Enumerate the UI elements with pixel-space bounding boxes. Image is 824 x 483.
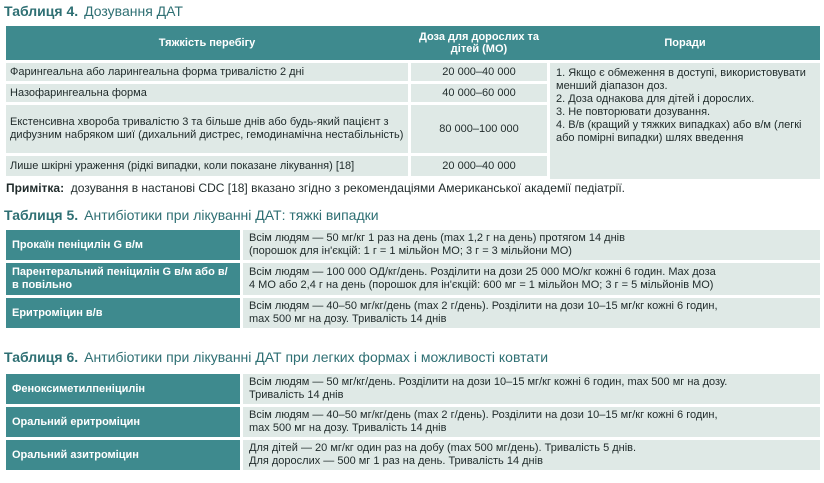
table-row bbox=[6, 105, 547, 153]
severity-cell: Фарингеальна або ларингеальна форма тривалістю 2 дні bbox=[6, 63, 408, 81]
regimen-cell bbox=[243, 407, 820, 437]
regimen-line: Тривалість 14 днів bbox=[249, 389, 344, 401]
regimen-line: Всім людям — 100 000 ОД/кг/день. Розділити на дози 25 000 МО/кг кожні 6 годин. Max доза bbox=[249, 266, 716, 278]
advice-item: 1. Якщо є обмеження в доступі, використовувати менший діапазон доз. bbox=[556, 67, 806, 92]
header-dose: Доза для дорослих та дітей (МО) bbox=[418, 31, 540, 55]
header-severity: Тяжкість перебігу bbox=[158, 37, 256, 49]
table-row bbox=[6, 263, 820, 295]
regimen-line: 4 МО або 2,4 г на день (порошок для ін'єкцій: 600 мг = 1 мільйон МО; 3 г = 5 мільйонів МО) bbox=[249, 279, 714, 291]
table4-label: Таблиця 4. bbox=[4, 3, 79, 19]
severity-cell: Екстенсивна хвороба тривалістю 3 та більше днів або будь-який пацієнт з дифузним набряком шиї (дихальний дистрес, гемодинамічна нестабільність) bbox=[6, 105, 408, 153]
table4-header-row bbox=[6, 26, 820, 60]
table4-title bbox=[0, 0, 824, 22]
drug-name-cell: Оральний азитроміцин bbox=[6, 440, 240, 470]
advice-item: 2. Доза однакова для дітей і дорослих. bbox=[556, 93, 755, 105]
table6-title bbox=[0, 346, 548, 368]
regimen-line: Всім людям — 50 мг/кг/день. Розділити на дози 10–15 мг/кг кожні 6 годин, max 500 мг на дозу. bbox=[249, 376, 728, 388]
regimen-cell bbox=[243, 263, 820, 295]
severity-cell: Лише шкірні ураження (рідкі випадки, коли показане лікування) [18] bbox=[6, 156, 408, 176]
table-row bbox=[6, 84, 547, 102]
regimen-cell bbox=[243, 298, 820, 328]
dose-cell: 80 000–100 000 bbox=[411, 105, 547, 153]
drug-name-cell: Прокаїн пеніцилін G в/м bbox=[6, 230, 240, 260]
advice-cell bbox=[550, 63, 820, 179]
regimen-line: max 500 мг на дозу. Тривалість 14 днів bbox=[249, 313, 447, 325]
header-advice: Поради bbox=[664, 37, 706, 49]
table-row bbox=[6, 374, 820, 404]
regimen-line: Всім людям — 40–50 мг/кг/день (max 2 г/день). Розділити на дози 10–15 мг/кг кожні 6 годин, bbox=[249, 300, 718, 312]
table-row bbox=[6, 298, 820, 328]
drug-name-cell: Феноксиметилпеніцилін bbox=[6, 374, 240, 404]
regimen-line: Для дорослих — 500 мг 1 раз на день. Тривалість 14 днів bbox=[249, 455, 543, 467]
table-row bbox=[6, 230, 820, 260]
dose-cell: 40 000–60 000 bbox=[411, 84, 547, 102]
regimen-cell bbox=[243, 230, 820, 260]
advice-item: 4. В/в (кращий у тяжких випадках) або в/м (легкі або помірні випадки) шлях введення bbox=[556, 119, 802, 144]
table6 bbox=[6, 374, 820, 473]
table-row bbox=[6, 63, 547, 81]
regimen-line: Для дітей — 20 мг/кг один раз на добу (max 500 мг/день). Тривалість 5 днів. bbox=[249, 442, 637, 454]
table6-heading: Антибіотики при лікуванні ДАТ при легких формах і можливості ковтати bbox=[84, 349, 549, 365]
table4-heading: Дозування ДАТ bbox=[84, 3, 183, 19]
drug-name-cell: Оральний еритроміцин bbox=[6, 407, 240, 437]
table6-label: Таблиця 6. bbox=[4, 349, 79, 365]
drug-name-cell: Еритроміцин в/в bbox=[6, 298, 240, 328]
regimen-line: (порошок для ін'єкцій: 1 г = 1 мільйон МО; 3 г = 3 мільйони МО) bbox=[249, 245, 572, 257]
drug-name-cell: Парентеральний пеніцилін G в/м або в/в повільно bbox=[6, 263, 240, 295]
table-row bbox=[6, 440, 820, 470]
dose-cell: 20 000–40 000 bbox=[411, 63, 547, 81]
regimen-cell bbox=[243, 374, 820, 404]
table5-heading: Антибіотики при лікуванні ДАТ: тяжкі випадки bbox=[84, 207, 379, 223]
regimen-line: max 500 мг на дозу. Тривалість 14 днів bbox=[249, 422, 447, 434]
table5-label: Таблиця 5. bbox=[4, 207, 79, 223]
note-label: Примітка: bbox=[6, 181, 65, 195]
regimen-cell bbox=[243, 440, 820, 470]
regimen-line: Всім людям — 40–50 мг/кг/день (max 2 г/день). Розділити на дози 10–15 мг/кг кожні 6 годин, bbox=[249, 409, 718, 421]
table-row bbox=[6, 407, 820, 437]
table4-note bbox=[6, 181, 625, 195]
dose-cell: 20 000–40 000 bbox=[411, 156, 547, 176]
severity-cell: Назофарингеальна форма bbox=[6, 84, 408, 102]
regimen-line: Всім людям — 50 мг/кг 1 раз на день (max 1,2 г на день) протягом 14 днів bbox=[249, 232, 625, 244]
table5 bbox=[6, 230, 820, 331]
note-text: дозування в настанові CDC [18] вказано згідно з рекомендаціями Американської академії педіатрії. bbox=[70, 181, 626, 195]
table5-title bbox=[0, 204, 379, 226]
advice-item: 3. Не повторювати дозування. bbox=[556, 106, 711, 118]
table4 bbox=[6, 26, 820, 182]
table-row bbox=[6, 156, 547, 176]
